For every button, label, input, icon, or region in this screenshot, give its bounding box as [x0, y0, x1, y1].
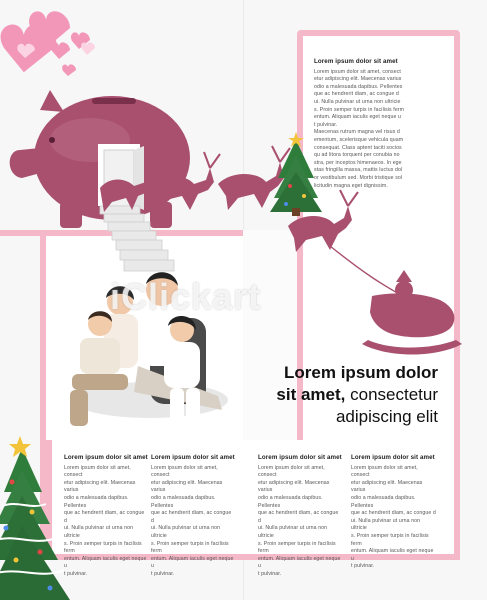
headline-line-1: Lorem ipsum dolor — [284, 363, 438, 382]
column-line: entum. Aliquam iaculis eget neque u — [64, 555, 147, 570]
santa-sleigh-icon — [362, 270, 462, 355]
column-line: t pulvinar. — [151, 570, 175, 577]
column-line: Lorem ipsum dolor sit amet, consect — [64, 464, 131, 479]
column-line: Lorem ipsum dolor sit amet, consect — [314, 68, 401, 75]
column-line: etur adipiscing elit. Maecenas varius — [258, 479, 330, 494]
column-line: Lorem ipsum dolor sit amet, consect — [151, 464, 218, 479]
column-line: s. Proin semper turpis in facilisis ferm — [351, 532, 429, 547]
column-line: entum. Aliquam iaculis eget neque u — [351, 548, 434, 562]
heart-icon — [1, 11, 90, 76]
column-line: que ac hendrerit diam, ac congue d — [151, 510, 232, 524]
column-line: t pulvinar. — [351, 563, 375, 570]
column-line: stra, per inceptos himenaeos. In ege — [314, 159, 402, 166]
column-line: ui. Nulla pulvinar ut urna non ultricie — [151, 525, 221, 539]
column-line: s. Proin semper turpis in facilisis ferm — [258, 540, 336, 555]
column-line: s. Proin semper turpis in facilisis ferm — [64, 540, 142, 555]
column-line: consequat. Class aptent taciti socios — [314, 144, 402, 151]
column-line: ui. Nulla pulvinar ut urna non ultricie — [314, 98, 401, 105]
column-line: or vestibulum sed. Morbi tristique sol — [314, 174, 403, 181]
column-line: que ac hendrerit diam, ac congue d — [258, 510, 339, 524]
column-line: etur adipiscing elit. Maecenas varius — [351, 479, 423, 494]
text-column-bottom-1 — [64, 454, 148, 579]
column-line: s. Proin semper turpis in facilisis ferm — [314, 106, 405, 113]
column-title: Lorem ipsum dolor sit amet — [314, 58, 398, 65]
christmas-tree-icon — [0, 448, 70, 600]
column-line: odio a malesuada dapibus. Pellentes — [351, 494, 416, 509]
watermark-text: iClickart — [110, 276, 262, 317]
column-line: ui. Nulla pulvinar ut urna non ultricie — [64, 525, 134, 539]
column-title: Lorem ipsum dolor sit amet — [151, 454, 235, 461]
column-line: t pulvinar. — [314, 121, 338, 128]
text-column-bottom-3 — [258, 454, 342, 579]
text-column-bottom-4 — [351, 454, 437, 571]
column-line: que ac hendrerit diam, ac congue d — [314, 91, 399, 98]
headline-line-3: adipiscing elit — [335, 407, 438, 426]
column-line: entum. Aliquam iaculis eget neque u — [151, 555, 234, 570]
headline — [262, 362, 438, 428]
column-line: entum. Aliquam iaculis eget neque u — [258, 555, 341, 570]
column-line: que ac hendrerit diam, ac congue d — [64, 510, 145, 524]
column-line: que ac hendrerit diam, ac congue d — [351, 510, 436, 517]
column-line: entum. Aliquam iaculis eget neque u — [314, 114, 401, 121]
headline-line-2-bold: sit amet, — [276, 385, 346, 404]
column-line: Lorem ipsum dolor sit amet, consect — [258, 464, 325, 479]
column-line: qu ad litora torquent per conubia no — [314, 152, 400, 159]
column-line: etur adipiscing elit. Maecenas varius — [151, 479, 223, 494]
column-line: odio a malesuada dapibus. Pellentes — [314, 83, 403, 90]
headline-line-2 — [262, 384, 438, 406]
column-line: t pulvinar. — [64, 570, 88, 577]
column-line: stas fringilla massa, mattis luctus dol — [314, 167, 403, 174]
column-line: Maecenas rutrum magna vel risus d — [314, 129, 400, 136]
column-line: s. Proin semper turpis in facilisis ferm — [151, 540, 229, 555]
column-line: odio a malesuada dapibus. Pellentes — [151, 494, 216, 509]
headline-line-2-rest: consectetur — [345, 385, 438, 404]
column-line: odio a malesuada dapibus. Pellentes — [258, 494, 323, 509]
column-line: ui. Nulla pulvinar ut urna non ultricie — [258, 525, 328, 539]
column-title: Lorem ipsum dolor sit amet — [351, 454, 435, 461]
column-title: Lorem ipsum dolor sit amet — [64, 454, 148, 461]
text-column-bottom-2 — [151, 454, 235, 579]
column-line: ementum, scelerisque vehicula quam — [314, 136, 404, 143]
column-line: odio a malesuada dapibus. Pellentes — [64, 494, 129, 509]
column-title: Lorem ipsum dolor sit amet — [258, 454, 342, 461]
column-line: etur adipiscing elit. Maecenas varius — [314, 76, 402, 83]
column-line: etur adipiscing elit. Maecenas varius — [64, 479, 136, 494]
column-line: ui. Nulla pulvinar ut urna non ultricie — [351, 517, 421, 532]
column-line: Lorem ipsum dolor sit amet, consect — [351, 464, 418, 479]
column-line: licitudin magna eget dignissim. — [314, 182, 388, 189]
column-line: t pulvinar. — [258, 570, 282, 577]
text-column-top-right — [314, 58, 444, 190]
